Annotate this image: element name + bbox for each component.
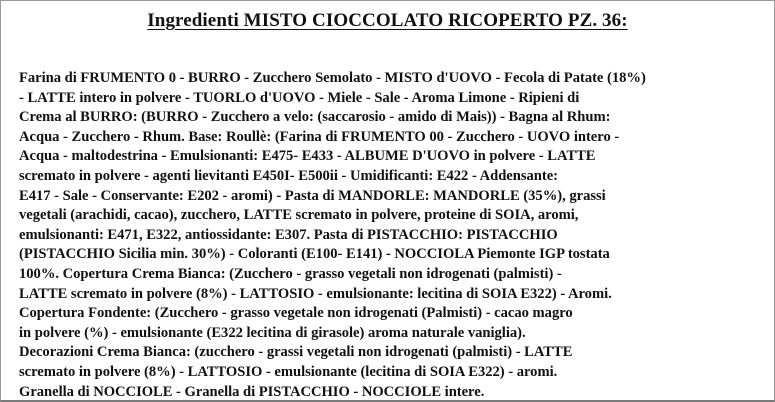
- ingredient-line: Granella di NOCCIOLE - Granella di PISTACCHIO - NOCCIOLE intere.: [19, 383, 485, 400]
- ingredient-line: Acqua - maltodestrina - Emulsionanti: E475- E433 - ALBUME D'UOVO in polvere - LATTE: [19, 148, 596, 165]
- ingredient-line: Farina di FRUMENTO 0 - BURRO - Zucchero Semolato - MISTO d'UOVO - Fecola di Patate (18%): [19, 70, 646, 86]
- label-title: Ingredienti MISTO CIOCCOLATO RICOPERTO PZ. 36:: [147, 10, 628, 31]
- ingredient-line: LATTE scremato in polvere (8%) - LATTOSIO - emulsionante: lecitina di SOIA E322) - Aromi.: [19, 285, 612, 302]
- ingredient-line: Crema al BURRO: (BURRO - Zucchero a velo: (saccarosio - amido di Mais)) - Bagna al Rhum:: [19, 109, 611, 126]
- ingredient-line: (PISTACCHIO Sicilia min. 30%) - Coloranti (E100- E141) - NOCCIOLA Piemonte IGP tostata: [19, 246, 610, 263]
- ingredient-line: scremato in polvere - agenti lievitanti E450I- E500ii - Umidificanti: E422 - Addensante:: [19, 167, 558, 184]
- ingredient-line: - LATTE intero in polvere - TUORLO d'UOVO - Miele - Sale - Aroma Limone - Ripieni di: [19, 89, 580, 106]
- ingredient-list: [19, 69, 769, 402]
- ingredient-line: scremato in polvere (8%) - LATTOSIO - emulsionante (lecitina di SOIA E322) - aromi.: [19, 363, 558, 380]
- ingredient-line: Copertura Fondente: (Zucchero - grasso vegetale non idrogenati (Palmisti) - cacao magro: [19, 305, 573, 322]
- ingredient-line: Acqua - Zucchero - Rhum. Base: Roullè: (Farina di FRUMENTO 00 - Zucchero - UOVO intero -: [19, 128, 620, 145]
- ingredient-line: emulsionanti: E471, E322, antiossidante: E307. Pasta di PISTACCHIO: PISTACCHIO: [19, 226, 558, 243]
- ingredient-line: vegetali (arachidi, cacao), zucchero, LATTE scremato in polvere, proteine di SOIA, aromi,: [19, 207, 579, 224]
- ingredient-line: E417 - Sale - Conservante: E202 - aromi) - Pasta di MANDORLE: MANDORLE (35%), grassi: [19, 187, 606, 204]
- ingredient-line: 100%. Copertura Crema Bianca: (Zucchero - grasso vegetali non idrogenati (palmisti) -: [19, 265, 562, 282]
- ingredient-line: in polvere (%) - emulsionante (E322 lecitina di girasole) aroma naturale vaniglia).: [19, 324, 526, 341]
- ingredient-line: Decorazioni Crema Bianca: (zucchero - grassi vegetali non idrogenati (palmisti) - LATTE: [19, 344, 573, 361]
